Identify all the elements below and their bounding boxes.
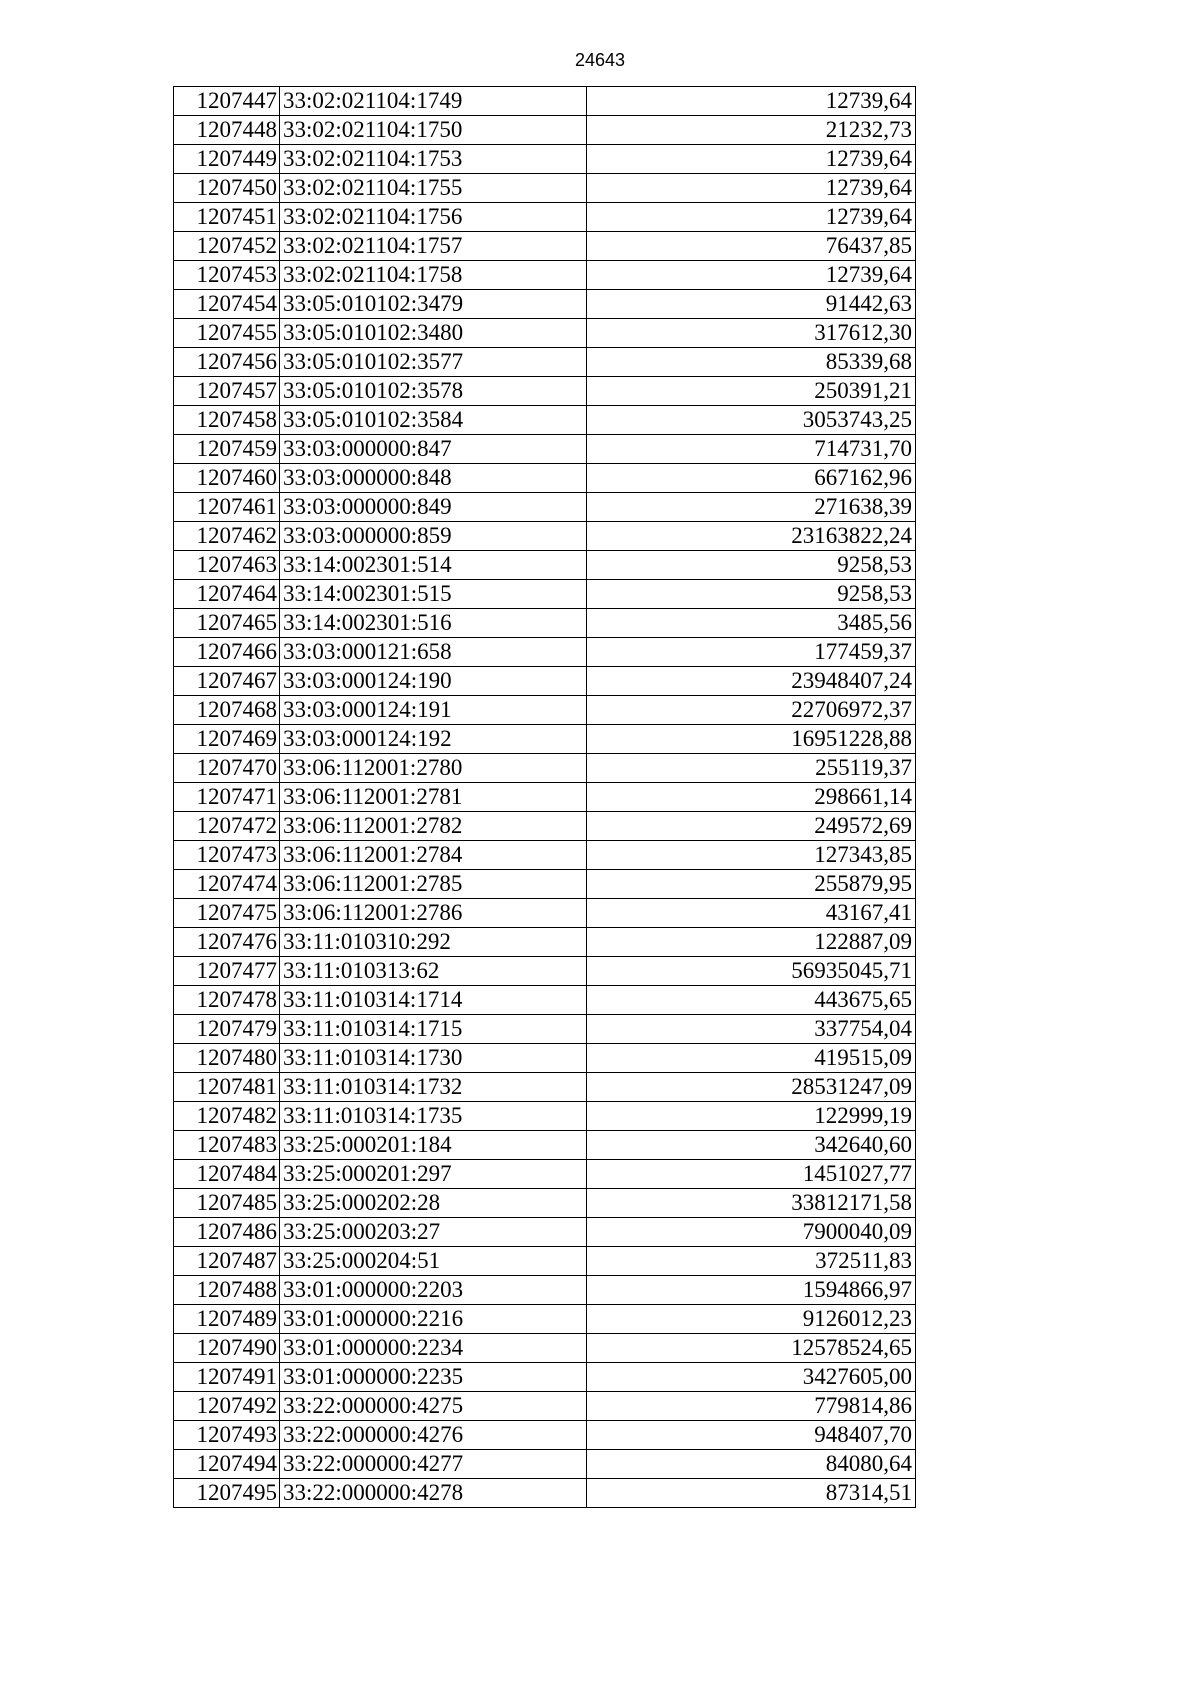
table-row: [174, 1334, 916, 1363]
cadastral-number-cell: 33:02:021104:1750: [280, 116, 587, 145]
table-row: [174, 1276, 916, 1305]
table-row: [174, 1160, 916, 1189]
row-id-cell: 1207483: [174, 1131, 280, 1160]
table-row: [174, 667, 916, 696]
cadastral-number-cell: 33:14:002301:514: [280, 551, 587, 580]
table-row: [174, 87, 916, 116]
table-row: [174, 522, 916, 551]
row-id-cell: 1207453: [174, 261, 280, 290]
cadastral-number-cell: 33:03:000000:849: [280, 493, 587, 522]
table-row: [174, 319, 916, 348]
cadastral-number-cell: 33:06:112001:2785: [280, 870, 587, 899]
cadastral-value-cell: 9258,53: [587, 551, 916, 580]
cadastral-number-cell: 33:05:010102:3479: [280, 290, 587, 319]
cadastral-value-cell: 23948407,24: [587, 667, 916, 696]
cadastral-value-cell: 3485,56: [587, 609, 916, 638]
cadastral-value-cell: 56935045,71: [587, 957, 916, 986]
row-id-cell: 1207476: [174, 928, 280, 957]
table-row: [174, 348, 916, 377]
cadastral-number-cell: 33:06:112001:2786: [280, 899, 587, 928]
table-row: [174, 1247, 916, 1276]
cadastral-number-cell: 33:02:021104:1756: [280, 203, 587, 232]
cadastral-number-cell: 33:11:010314:1732: [280, 1073, 587, 1102]
cadastral-value-cell: 3427605,00: [587, 1363, 916, 1392]
table-row: [174, 1218, 916, 1247]
row-id-cell: 1207473: [174, 841, 280, 870]
cadastral-number-cell: 33:03:000000:848: [280, 464, 587, 493]
cadastral-value-cell: 85339,68: [587, 348, 916, 377]
table-body: [174, 87, 916, 1508]
cadastral-value-cell: 372511,83: [587, 1247, 916, 1276]
cadastral-number-cell: 33:11:010314:1714: [280, 986, 587, 1015]
table-row: [174, 812, 916, 841]
cadastral-number-cell: 33:11:010313:62: [280, 957, 587, 986]
cadastral-value-cell: 948407,70: [587, 1421, 916, 1450]
cadastral-value-cell: 298661,14: [587, 783, 916, 812]
cadastral-number-cell: 33:03:000121:658: [280, 638, 587, 667]
cadastral-value-cell: 87314,51: [587, 1479, 916, 1508]
table-row: [174, 1363, 916, 1392]
row-id-cell: 1207447: [174, 87, 280, 116]
cadastral-number-cell: 33:02:021104:1749: [280, 87, 587, 116]
row-id-cell: 1207455: [174, 319, 280, 348]
table-row: [174, 870, 916, 899]
table-row: [174, 783, 916, 812]
cadastral-number-cell: 33:25:000204:51: [280, 1247, 587, 1276]
row-id-cell: 1207479: [174, 1015, 280, 1044]
row-id-cell: 1207451: [174, 203, 280, 232]
table-row: [174, 1015, 916, 1044]
table-row: [174, 1073, 916, 1102]
cadastral-value-cell: 33812171,58: [587, 1189, 916, 1218]
cadastral-number-cell: 33:14:002301:516: [280, 609, 587, 638]
table-row: [174, 638, 916, 667]
cadastral-number-cell: 33:06:112001:2780: [280, 754, 587, 783]
cadastral-number-cell: 33:11:010314:1730: [280, 1044, 587, 1073]
row-id-cell: 1207472: [174, 812, 280, 841]
cadastral-number-cell: 33:01:000000:2235: [280, 1363, 587, 1392]
row-id-cell: 1207471: [174, 783, 280, 812]
cadastral-value-cell: 255879,95: [587, 870, 916, 899]
table-row: [174, 957, 916, 986]
table-row: [174, 116, 916, 145]
table-row: [174, 986, 916, 1015]
cadastral-value-cell: 12739,64: [587, 145, 916, 174]
cadastral-value-cell: 1594866,97: [587, 1276, 916, 1305]
table-row: [174, 174, 916, 203]
table-row: [174, 1131, 916, 1160]
row-id-cell: 1207487: [174, 1247, 280, 1276]
cadastral-number-cell: 33:01:000000:2203: [280, 1276, 587, 1305]
page-number: 24643: [574, 50, 626, 70]
cadastral-number-cell: 33:11:010314:1715: [280, 1015, 587, 1044]
cadastral-number-cell: 33:22:000000:4277: [280, 1450, 587, 1479]
row-id-cell: 1207477: [174, 957, 280, 986]
table-row: [174, 580, 916, 609]
table-row: [174, 754, 916, 783]
cadastral-number-cell: 33:11:010310:292: [280, 928, 587, 957]
cadastral-value-cell: 12578524,65: [587, 1334, 916, 1363]
row-id-cell: 1207482: [174, 1102, 280, 1131]
cadastral-value-cell: 1451027,77: [587, 1160, 916, 1189]
row-id-cell: 1207448: [174, 116, 280, 145]
row-id-cell: 1207491: [174, 1363, 280, 1392]
row-id-cell: 1207485: [174, 1189, 280, 1218]
cadastral-value-cell: 12739,64: [587, 87, 916, 116]
row-id-cell: 1207481: [174, 1073, 280, 1102]
row-id-cell: 1207460: [174, 464, 280, 493]
cadastral-value-cell: 250391,21: [587, 377, 916, 406]
cadastral-value-cell: 28531247,09: [587, 1073, 916, 1102]
cadastral-number-cell: 33:06:112001:2781: [280, 783, 587, 812]
row-id-cell: 1207467: [174, 667, 280, 696]
cadastral-value-cell: 337754,04: [587, 1015, 916, 1044]
row-id-cell: 1207484: [174, 1160, 280, 1189]
cadastral-number-cell: 33:01:000000:2234: [280, 1334, 587, 1363]
table-row: [174, 493, 916, 522]
cadastral-value-cell: 16951228,88: [587, 725, 916, 754]
cadastral-value-cell: 342640,60: [587, 1131, 916, 1160]
table-row: [174, 899, 916, 928]
cadastral-value-cell: 779814,86: [587, 1392, 916, 1421]
cadastral-value-cell: 9258,53: [587, 580, 916, 609]
row-id-cell: 1207458: [174, 406, 280, 435]
table-row: [174, 1392, 916, 1421]
row-id-cell: 1207494: [174, 1450, 280, 1479]
cadastral-value-cell: 12739,64: [587, 174, 916, 203]
table-row: [174, 406, 916, 435]
cadastral-value-cell: 43167,41: [587, 899, 916, 928]
row-id-cell: 1207486: [174, 1218, 280, 1247]
cadastral-value-cell: 91442,63: [587, 290, 916, 319]
cadastral-number-cell: 33:01:000000:2216: [280, 1305, 587, 1334]
row-id-cell: 1207466: [174, 638, 280, 667]
row-id-cell: 1207490: [174, 1334, 280, 1363]
cadastral-value-cell: 76437,85: [587, 232, 916, 261]
table-row: [174, 1189, 916, 1218]
table-row: [174, 1479, 916, 1508]
cadastral-value-cell: 667162,96: [587, 464, 916, 493]
table-row: [174, 696, 916, 725]
cadastral-number-cell: 33:22:000000:4275: [280, 1392, 587, 1421]
cadastral-number-cell: 33:22:000000:4278: [280, 1479, 587, 1508]
cadastral-value-cell: 22706972,37: [587, 696, 916, 725]
table-row: [174, 145, 916, 174]
table-row: [174, 464, 916, 493]
row-id-cell: 1207480: [174, 1044, 280, 1073]
table-row: [174, 1305, 916, 1334]
cadastral-number-cell: 33:25:000202:28: [280, 1189, 587, 1218]
row-id-cell: 1207449: [174, 145, 280, 174]
cadastral-value-cell: 84080,64: [587, 1450, 916, 1479]
table-row: [174, 551, 916, 580]
row-id-cell: 1207462: [174, 522, 280, 551]
cadastral-value-cell: 127343,85: [587, 841, 916, 870]
row-id-cell: 1207452: [174, 232, 280, 261]
cadastral-number-cell: 33:25:000201:297: [280, 1160, 587, 1189]
table-row: [174, 928, 916, 957]
table-row: [174, 725, 916, 754]
row-id-cell: 1207492: [174, 1392, 280, 1421]
table-row: [174, 1421, 916, 1450]
cadastral-number-cell: 33:06:112001:2784: [280, 841, 587, 870]
cadastral-number-cell: 33:02:021104:1758: [280, 261, 587, 290]
cadastral-number-cell: 33:03:000124:190: [280, 667, 587, 696]
cadastral-number-cell: 33:03:000124:191: [280, 696, 587, 725]
cadastral-value-cell: 21232,73: [587, 116, 916, 145]
cadastral-value-cell: 714731,70: [587, 435, 916, 464]
row-id-cell: 1207450: [174, 174, 280, 203]
table-row: [174, 203, 916, 232]
cadastral-number-cell: 33:22:000000:4276: [280, 1421, 587, 1450]
table-row: [174, 609, 916, 638]
table-row: [174, 377, 916, 406]
cadastral-value-cell: 443675,65: [587, 986, 916, 1015]
cadastral-number-cell: 33:11:010314:1735: [280, 1102, 587, 1131]
cadastral-number-cell: 33:25:000203:27: [280, 1218, 587, 1247]
row-id-cell: 1207457: [174, 377, 280, 406]
row-id-cell: 1207474: [174, 870, 280, 899]
row-id-cell: 1207463: [174, 551, 280, 580]
cadastral-number-cell: 33:03:000000:847: [280, 435, 587, 464]
cadastral-value-cell: 9126012,23: [587, 1305, 916, 1334]
table-row: [174, 261, 916, 290]
table-row: [174, 290, 916, 319]
row-id-cell: 1207489: [174, 1305, 280, 1334]
row-id-cell: 1207488: [174, 1276, 280, 1305]
row-id-cell: 1207475: [174, 899, 280, 928]
row-id-cell: 1207469: [174, 725, 280, 754]
cadastral-value-cell: 255119,37: [587, 754, 916, 783]
cadastral-number-cell: 33:06:112001:2782: [280, 812, 587, 841]
cadastral-number-cell: 33:02:021104:1757: [280, 232, 587, 261]
cadastral-value-cell: 7900040,09: [587, 1218, 916, 1247]
cadastral-number-cell: 33:25:000201:184: [280, 1131, 587, 1160]
cadastral-number-cell: 33:02:021104:1753: [280, 145, 587, 174]
row-id-cell: 1207478: [174, 986, 280, 1015]
cadastral-number-cell: 33:05:010102:3584: [280, 406, 587, 435]
cadastral-value-cell: 177459,37: [587, 638, 916, 667]
cadastral-value-cell: 12739,64: [587, 261, 916, 290]
cadastral-number-cell: 33:05:010102:3480: [280, 319, 587, 348]
row-id-cell: 1207454: [174, 290, 280, 319]
row-id-cell: 1207495: [174, 1479, 280, 1508]
table-row: [174, 841, 916, 870]
cadastral-value-cell: 23163822,24: [587, 522, 916, 551]
row-id-cell: 1207461: [174, 493, 280, 522]
cadastral-value-cell: 122887,09: [587, 928, 916, 957]
cadastral-value-cell: 122999,19: [587, 1102, 916, 1131]
table-row: [174, 1450, 916, 1479]
row-id-cell: 1207456: [174, 348, 280, 377]
cadastral-number-cell: 33:03:000000:859: [280, 522, 587, 551]
cadastral-value-cell: 12739,64: [587, 203, 916, 232]
table-row: [174, 435, 916, 464]
row-id-cell: 1207464: [174, 580, 280, 609]
row-id-cell: 1207493: [174, 1421, 280, 1450]
cadastral-number-cell: 33:05:010102:3577: [280, 348, 587, 377]
cadastral-number-cell: 33:02:021104:1755: [280, 174, 587, 203]
row-id-cell: 1207459: [174, 435, 280, 464]
cadastral-value-cell: 249572,69: [587, 812, 916, 841]
table-row: [174, 1044, 916, 1073]
cadastral-number-cell: 33:14:002301:515: [280, 580, 587, 609]
cadastral-value-cell: 419515,09: [587, 1044, 916, 1073]
row-id-cell: 1207470: [174, 754, 280, 783]
table-row: [174, 232, 916, 261]
cadastral-value-cell: 3053743,25: [587, 406, 916, 435]
row-id-cell: 1207465: [174, 609, 280, 638]
table-row: [174, 1102, 916, 1131]
cadastral-number-cell: 33:05:010102:3578: [280, 377, 587, 406]
cadastral-value-cell: 317612,30: [587, 319, 916, 348]
cadastral-value-table: [173, 86, 916, 1508]
cadastral-number-cell: 33:03:000124:192: [280, 725, 587, 754]
row-id-cell: 1207468: [174, 696, 280, 725]
cadastral-value-cell: 271638,39: [587, 493, 916, 522]
